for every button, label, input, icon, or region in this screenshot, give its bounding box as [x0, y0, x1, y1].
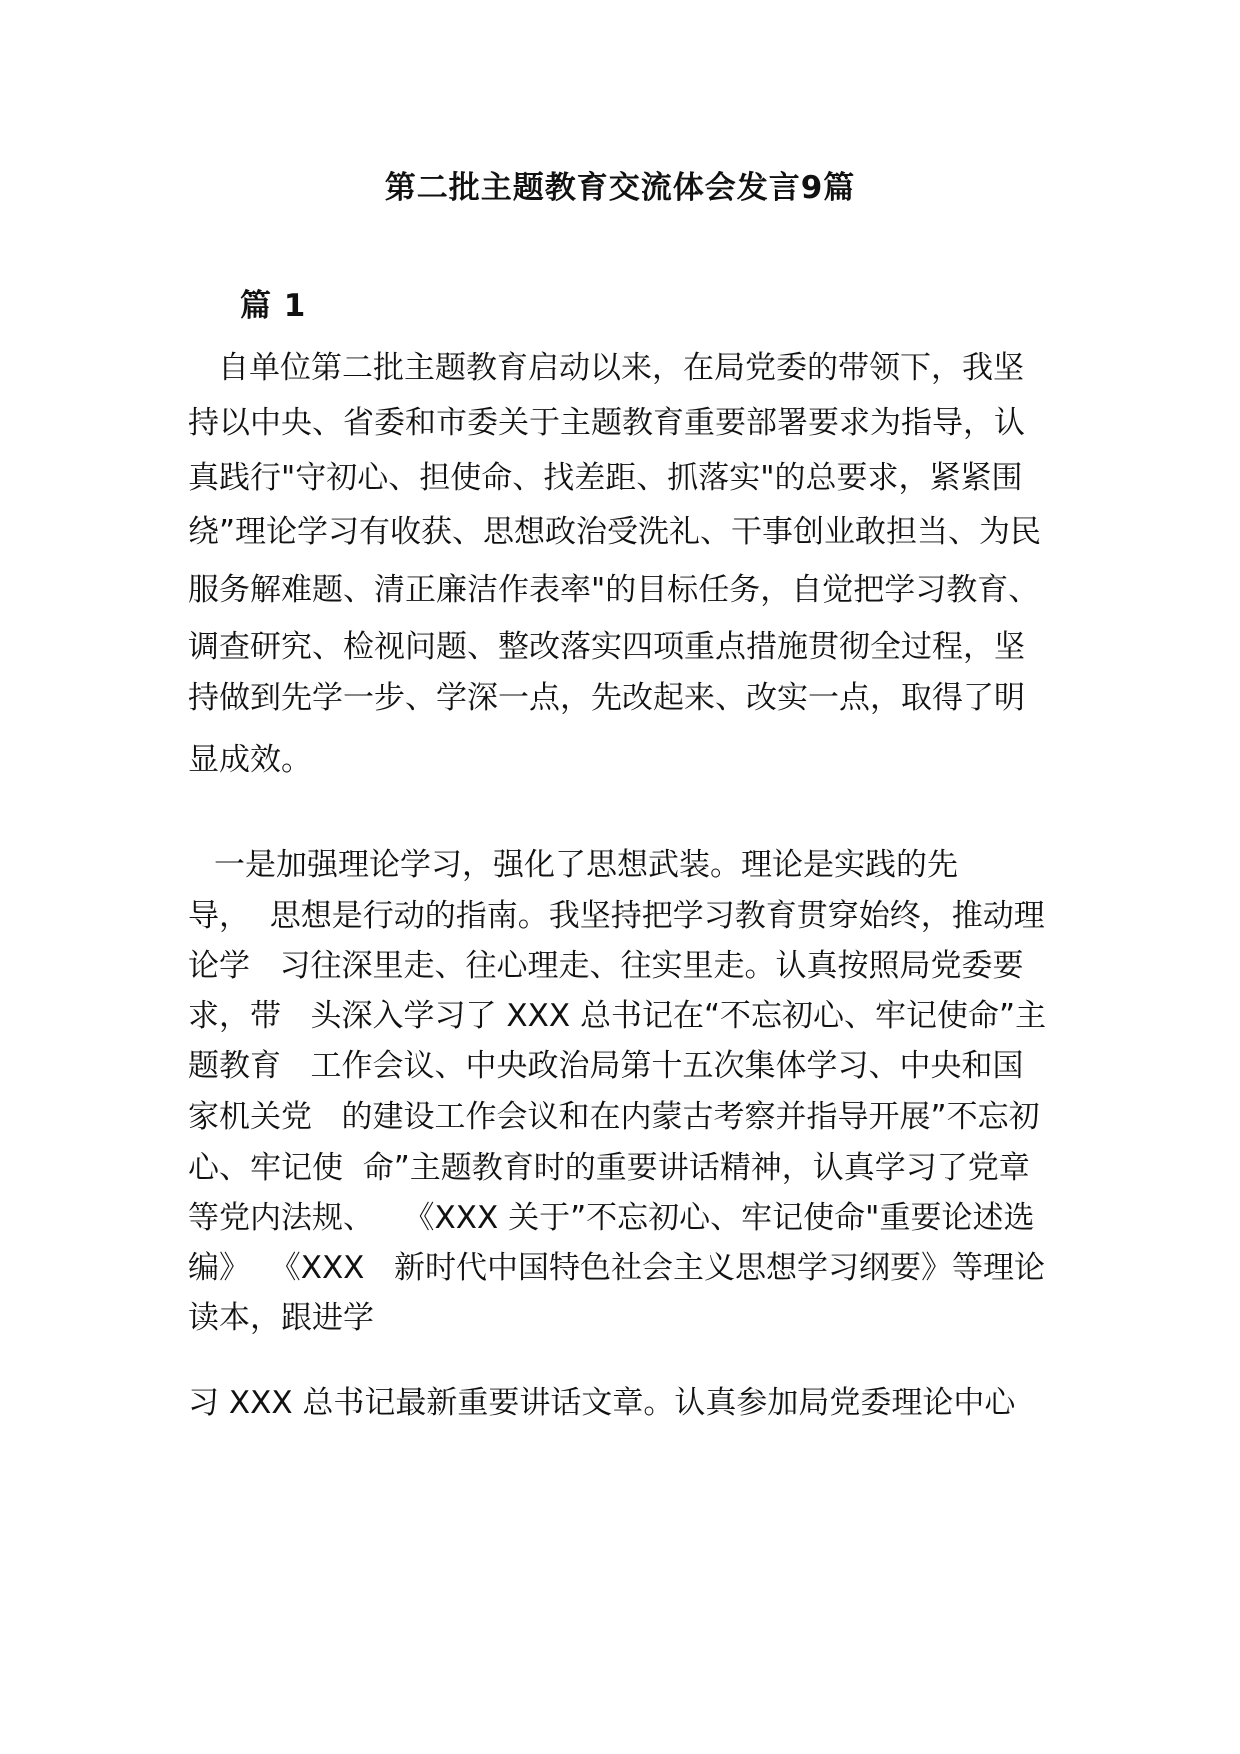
section-heading: 篇 1 [240, 288, 307, 324]
paragraph-line: 服务解难题、清正廉洁作表率"的目标任务，自觉把学习教育、 [188, 572, 1040, 608]
paragraph-line: 习 XXX 总书记最新重要讲话文章。认真参加局党委理论中心 [188, 1385, 1016, 1421]
paragraph-line: 心、牢记使 命”主题教育时的重要讲话精神，认真学习了党章 [188, 1150, 1030, 1186]
paragraph-line: 绕”理论学习有收获、思想政治受洗礼、干事创业敢担当、为民 [188, 514, 1042, 550]
paragraph-line: 显成效。 [188, 742, 312, 778]
paragraph-line: 编》 《XXX 新时代中国特色社会主义思想学习纲要》等理论 [188, 1250, 1045, 1286]
paragraph-line: 真践行"守初心、担使命、找差距、抓落实"的总要求，紧紧围 [188, 460, 1023, 496]
paragraph-line: 自单位第二批主题教育启动以来，在局党委的带领下，我坚 [218, 350, 1024, 386]
paragraph-line: 读本，跟进学 [188, 1300, 374, 1336]
paragraph-line: 导， 思想是行动的指南。我坚持把学习教育贯穿始终，推动理 [188, 898, 1045, 934]
paragraph-line: 家机关党 的建设工作会议和在内蒙古考察并指导开展”不忘初 [188, 1099, 1040, 1135]
paragraph-line: 一是加强理论学习，强化了思想武装。理论是实践的先 [214, 847, 958, 883]
paragraph-line: 论学 习往深里走、往心理走、往实里走。认真按照局党委要 [188, 948, 1024, 984]
paragraph-line: 等党内法规、 《XXX 关于”不忘初心、牢记使命"重要论述选 [188, 1200, 1035, 1236]
paragraph-line: 持做到先学一步、学深一点，先改起来、改实一点，取得了明 [188, 680, 1025, 716]
paragraph-line: 调查研究、检视问题、整改落实四项重点措施贯彻全过程，坚 [188, 629, 1025, 665]
paragraph-line: 题教育 工作会议、中央政治局第十五次集体学习、中央和国 [188, 1048, 1024, 1084]
paragraph-line: 持以中央、省委和市委关于主题教育重要部署要求为指导，认 [188, 405, 1025, 441]
document-title: 第二批主题教育交流体会发言9篇 [384, 170, 856, 206]
paragraph-line: 求，带 头深入学习了 XXX 总书记在“不忘初心、牢记使命”主 [188, 998, 1047, 1034]
